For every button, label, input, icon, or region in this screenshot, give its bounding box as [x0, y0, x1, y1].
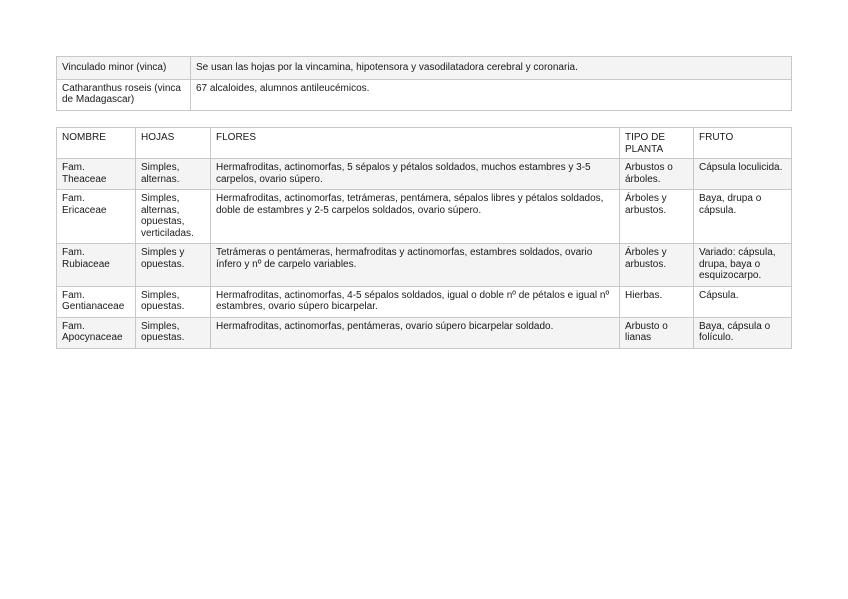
cell-hojas: Simples, opuestas.: [136, 317, 211, 348]
cell-tipo-de-planta: Arbusto o lianas: [620, 317, 694, 348]
cell-tipo-de-planta: Arbustos o árboles.: [620, 159, 694, 190]
header-hojas: HOJAS: [136, 128, 211, 159]
cell-flores: Hermafroditas, actinomorfas, pentámeras, ovario súpero bicarpelar soldado.: [211, 317, 620, 348]
cell-fruto: Variado: cápsula, drupa, baya o esquizocarpo.: [694, 244, 792, 287]
cell-flores: Hermafroditas, actinomorfas, 5 sépalos y pétalos soldados, muchos estambres y 3-5 carpelos, ovario súpero.: [211, 159, 620, 190]
plant-use-cell: 67 alcaloides, alumnos antileucémicos.: [191, 79, 792, 110]
plant-use-cell: Se usan las hojas por la vincamina, hipotensora y vasodilatadora cerebral y coronaria.: [191, 57, 792, 80]
cell-fruto: Cápsula loculicida.: [694, 159, 792, 190]
cell-fruto: Cápsula.: [694, 286, 792, 317]
plant-name-cell: Vinculado minor (vinca): [57, 57, 191, 80]
cell-hojas: Simples y opuestas.: [136, 244, 211, 287]
cell-hojas: Simples, alternas.: [136, 159, 211, 190]
table-row: [57, 317, 792, 348]
cell-nombre: Fam. Apocynaceae: [57, 317, 136, 348]
table-row: [57, 79, 792, 110]
cell-tipo-de-planta: Hierbas.: [620, 286, 694, 317]
cell-nombre: Fam. Theaceae: [57, 159, 136, 190]
plant-uses-table: [56, 56, 792, 111]
cell-flores: Hermafroditas, actinomorfas, tetrámeras, pentámera, sépalos libres y pétalos soldados, doble de estambres y 2-5 carpelos soldados, ovario súpero.: [211, 190, 620, 244]
cell-hojas: Simples, opuestas.: [136, 286, 211, 317]
table-row: [57, 57, 792, 80]
header-tipo-de-planta: TIPO DE PLANTA: [620, 128, 694, 159]
cell-hojas: Simples, alternas, opuestas, verticiladas.: [136, 190, 211, 244]
cell-tipo-de-planta: Árboles y arbustos.: [620, 190, 694, 244]
header-flores: FLORES: [211, 128, 620, 159]
cell-nombre: Fam. Rubiaceae: [57, 244, 136, 287]
cell-fruto: Baya, drupa o cápsula.: [694, 190, 792, 244]
table-row: [57, 286, 792, 317]
plant-name-cell: Catharanthus roseis (vinca de Madagascar): [57, 79, 191, 110]
table-row: [57, 244, 792, 287]
cell-nombre: Fam. Gentianaceae: [57, 286, 136, 317]
cell-nombre: Fam. Ericaceae: [57, 190, 136, 244]
plant-families-table: [56, 127, 792, 349]
table-row: [57, 190, 792, 244]
header-fruto: FRUTO: [694, 128, 792, 159]
cell-tipo-de-planta: Árboles y arbustos.: [620, 244, 694, 287]
cell-flores: Hermafroditas, actinomorfas, 4-5 sépalos soldados, igual o doble nº de pétalos e igual nº estambres, ovario súpero bicarpelar.: [211, 286, 620, 317]
header-nombre: NOMBRE: [57, 128, 136, 159]
table-header-row: [57, 128, 792, 159]
table-row: [57, 159, 792, 190]
cell-flores: Tetrámeras o pentámeras, hermafroditas y actinomorfas, estambres soldados, ovario ínfero y nº de carpelo variables.: [211, 244, 620, 287]
cell-fruto: Baya, cápsula o folículo.: [694, 317, 792, 348]
